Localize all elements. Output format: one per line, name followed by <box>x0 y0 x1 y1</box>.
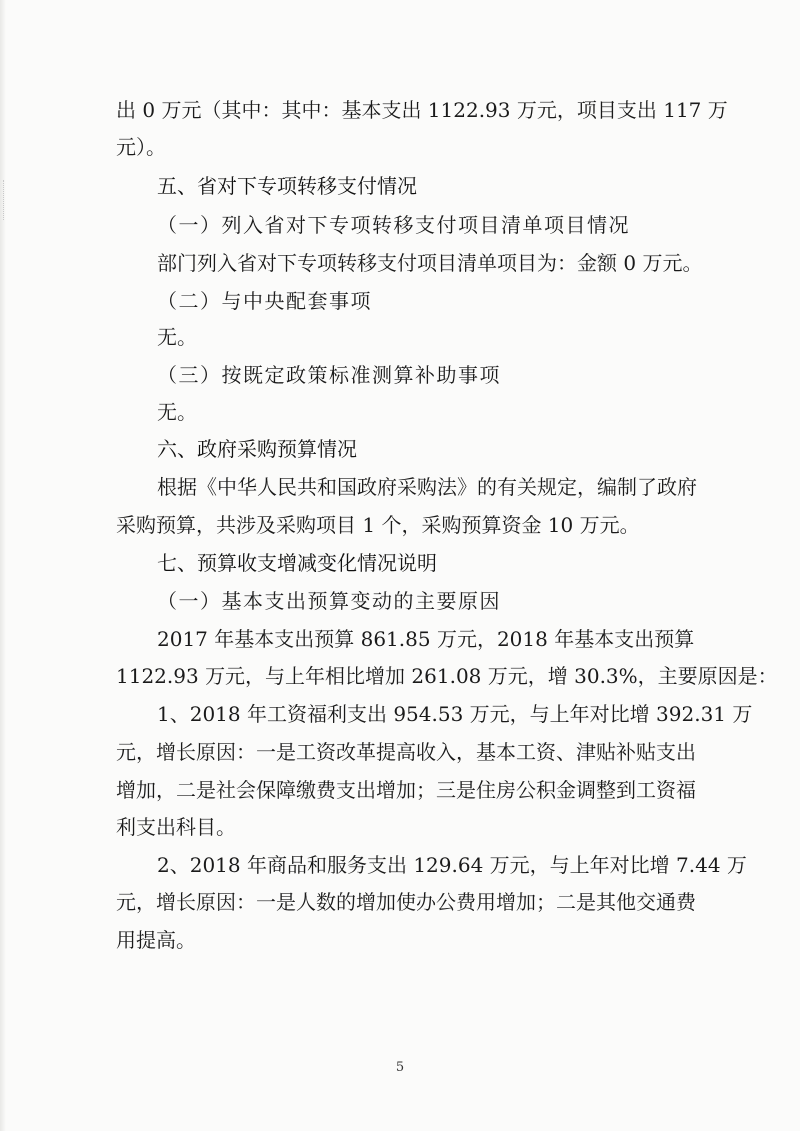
body-line: 1、2018 年工资福利支出 954.53 万元，与上年对比增 392.31 万 <box>157 702 753 726</box>
body-line: 出 0 万元（其中：其中：基本支出 1122.93 万元，项目支出 117 万 <box>116 98 728 122</box>
section-heading: 七、预算收支增减变化情况说明 <box>157 551 437 575</box>
scan-edge <box>0 0 6 1131</box>
body-line: 部门列入省对下专项转移支付项目清单项目为：金额 0 万元。 <box>157 251 703 275</box>
body-line: 无。 <box>157 325 197 349</box>
scan-artifact <box>3 180 6 220</box>
body-line: 元，增长原因：一是工资改革提高收入，基本工资、津贴补贴支出 <box>116 740 696 764</box>
subsection-heading: （一）列入省对下专项转移支付项目清单项目情况 <box>157 213 630 237</box>
body-line: 利支出科目。 <box>116 815 236 839</box>
body-line: 元，增长原因：一是人数的增加使办公费用增加；二是其他交通费 <box>116 890 696 914</box>
body-line: 2、2018 年商品和服务支出 129.64 万元，与上年对比增 7.44 万 <box>157 853 747 877</box>
subsection-heading: （二）与中央配套事项 <box>157 289 372 313</box>
section-heading: 五、省对下专项转移支付情况 <box>157 174 417 198</box>
body-line: 增加，二是社会保障缴费支出增加；三是住房公积金调整到工资福 <box>116 778 696 802</box>
subsection-heading: （一）基本支出预算变动的主要原因 <box>157 589 501 613</box>
body-line: 元）。 <box>116 135 166 159</box>
body-line: 无。 <box>157 400 197 424</box>
section-heading: 六、政府采购预算情况 <box>157 437 357 461</box>
subsection-heading: （三）按既定政策标准测算补助事项 <box>157 363 501 387</box>
body-line: 用提高。 <box>116 928 196 952</box>
body-line: 采购预算，共涉及采购项目 1 个，采购预算资金 10 万元。 <box>116 513 640 537</box>
body-line: 1122.93 万元，与上年相比增加 261.08 万元，增 30.3%，主要原因是： <box>116 664 778 688</box>
body-line: 2017 年基本支出预算 861.85 万元，2018 年基本支出预算 <box>157 627 695 651</box>
body-line: 根据《中华人民共和国政府采购法》的有关规定，编制了政府 <box>157 475 697 499</box>
page-number: 5 <box>395 1060 405 1075</box>
